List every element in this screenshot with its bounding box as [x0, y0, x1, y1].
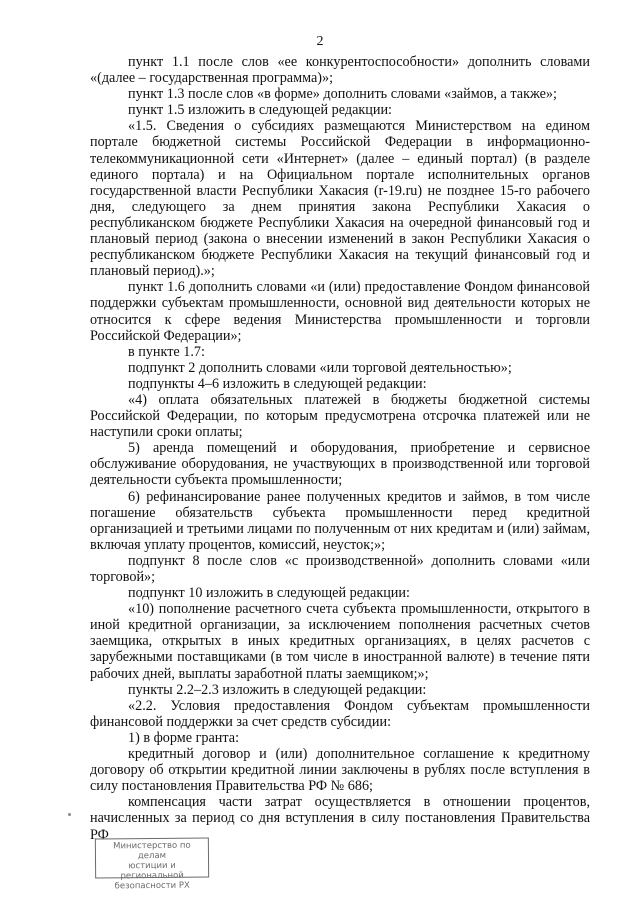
- ministry-stamp: [95, 838, 209, 892]
- paragraph-item-1-5-intro: пункт 1.5 изложить в следующей редакции:: [128, 102, 392, 119]
- margin-dot: [68, 813, 71, 816]
- paragraph-item-1-1: пункт 1.1 после слов «ее конкурентоспособности» дополнить словами «(далее – государственная программа)»;: [90, 54, 590, 87]
- paragraph-item-1-5-text: «1.5. Сведения о субсидиях размещаются Министерством на едином портале бюджетной системы Российской Федерации в информационно-телекоммуникационной сети «Интернет» (далее – единый портал) (в разделе единого портала) и на Официальном портале исполнительных органов государственной власти Республики Хакасия (r-19.ru) не позднее 15-го рабочего дня, следующего за днем принятия закона Республики Хакасия о республиканском бюджете Республики Хакасия на очередной финансовый год и плановый период (закона о внесении изменений в закон Республики Хакасия о республиканском бюджете Республики Хакасия на текущий финансовый год и плановый период).»;: [90, 118, 590, 280]
- paragraph-subitem-10-intro: подпункт 10 изложить в следующей редакции:: [128, 585, 410, 602]
- stamp-line-3: безопасности РХ: [114, 880, 190, 892]
- paragraph-compensation: компенсация части затрат осуществляется в отношении процентов, начисленных за период со дня вступления в силу постановления Правительства РФ: [90, 794, 590, 843]
- stamp-line-1: Министерство по делам: [113, 840, 191, 862]
- document-body: [90, 54, 590, 843]
- paragraph-grant-form: 1) в форме гранта:: [128, 729, 240, 746]
- paragraph-credit-agreement: кредитный договор и (или) дополнительное соглашение к кредитному договору об открытии кредитной линии заключены в рублях после вступления в силу постановления Правительства РФ № 686;: [90, 746, 590, 795]
- paragraph-subitem-6: 6) рефинансирование ранее полученных кредитов и займов, в том числе погашение обязательств субъекта промышленности перед кредитной организацией и третьими лицами по полученным от них кредитам и (или) займам, включая уплату процентов, комиссий, неусток;»;: [90, 488, 590, 553]
- paragraph-item-1-6: пункт 1.6 дополнить словами «и (или) предоставление Фондом финансовой поддержки субъектам промышленности, основной вид деятельности которых не относится к сфере ведения Министерства промышленности и торговли Российской Федерации»;: [90, 279, 590, 344]
- paragraph-subitem-10: «10) пополнение расчетного счета субъекта промышленности, открытого в иной кредитной организации, за исключением пополнения расчетных счетов заемщика, открытых в иных кредитных организациях, в целях расчетов с зарубежными поставщиками (в том числе в иностранной валюте) в течение пяти рабочих дней, выплаты заработной платы заемщиком;»;: [90, 601, 590, 682]
- paragraph-item-1-7-intro: в пункте 1.7:: [128, 343, 205, 360]
- paragraph-item-1-3: пункт 1.3 после слов «в форме» дополнить словами «займов, а также»;: [128, 86, 557, 103]
- paragraph-subitem-8: подпункт 8 после слов «с производственной» дополнить словами «или торговой»;: [90, 552, 590, 585]
- paragraph-item-2-2: «2.2. Условия предоставления Фондом субъектам промышленности финансовой поддержки за счет средств субсидии:: [90, 697, 590, 730]
- paragraph-subitems-4-6-intro: подпункты 4–6 изложить в следующей редакции:: [128, 375, 427, 392]
- paragraph-subitem-4: «4) оплата обязательных платежей в бюджеты бюджетной системы Российской Федерации, по которым предусмотрена отсрочка платежей или не наступили сроки оплаты;: [90, 391, 590, 441]
- stamp-line-2: юстиции и региональной: [120, 860, 184, 882]
- paragraph-subitem-5: 5) аренда помещений и оборудования, приобретение и сервисное обслуживание оборудования, не участвующих в производственной или торговой деятельности субъекта промышленности;: [90, 440, 590, 489]
- paragraph-subitem-2: подпункт 2 дополнить словами «или торговой деятельностью»;: [128, 359, 512, 376]
- page-number: 2: [316, 34, 324, 49]
- paragraph-items-2-2-2-3-intro: пункты 2.2–2.3 изложить в следующей редакции:: [128, 681, 427, 698]
